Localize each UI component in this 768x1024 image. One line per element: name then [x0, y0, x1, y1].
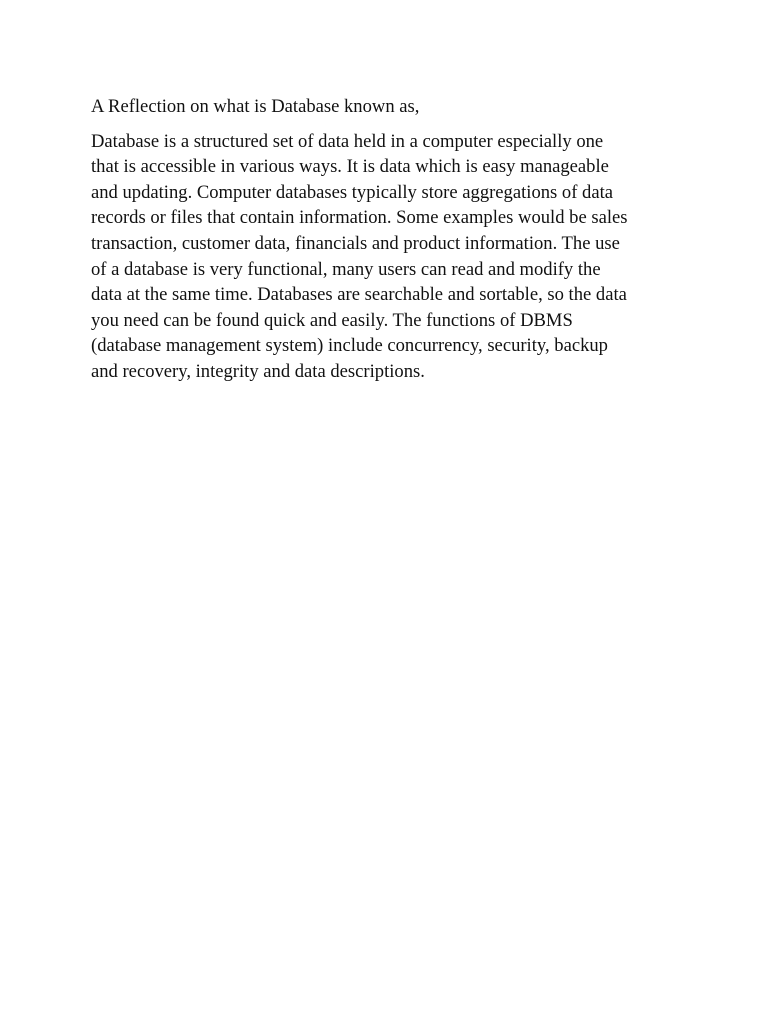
paragraph-line: records or files that contain information. Some examples would be sales: [91, 207, 628, 229]
paragraph-line: you need can be found quick and easily. The functions of DBMS: [91, 309, 573, 331]
paragraph-line: of a database is very functional, many users can read and modify the: [91, 258, 601, 280]
document-content: [91, 94, 691, 385]
paragraph-line: and recovery, integrity and data descriptions.: [91, 360, 425, 382]
document-title: A Reflection on what is Database known as,: [91, 96, 420, 117]
paragraph-line: (database management system) include concurrency, security, backup: [91, 335, 608, 357]
paragraph-line: data at the same time. Databases are searchable and sortable, so the data: [91, 284, 627, 306]
document-paragraph: [91, 129, 691, 385]
paragraph-line: Database is a structured set of data held in a computer especially one: [91, 130, 604, 152]
paragraph-line: transaction, customer data, financials and product information. The use: [91, 232, 620, 254]
paragraph-line: and updating. Computer databases typically store aggregations of data: [91, 181, 614, 203]
paragraph-line: that is accessible in various ways. It is data which is easy manageable: [91, 156, 609, 178]
